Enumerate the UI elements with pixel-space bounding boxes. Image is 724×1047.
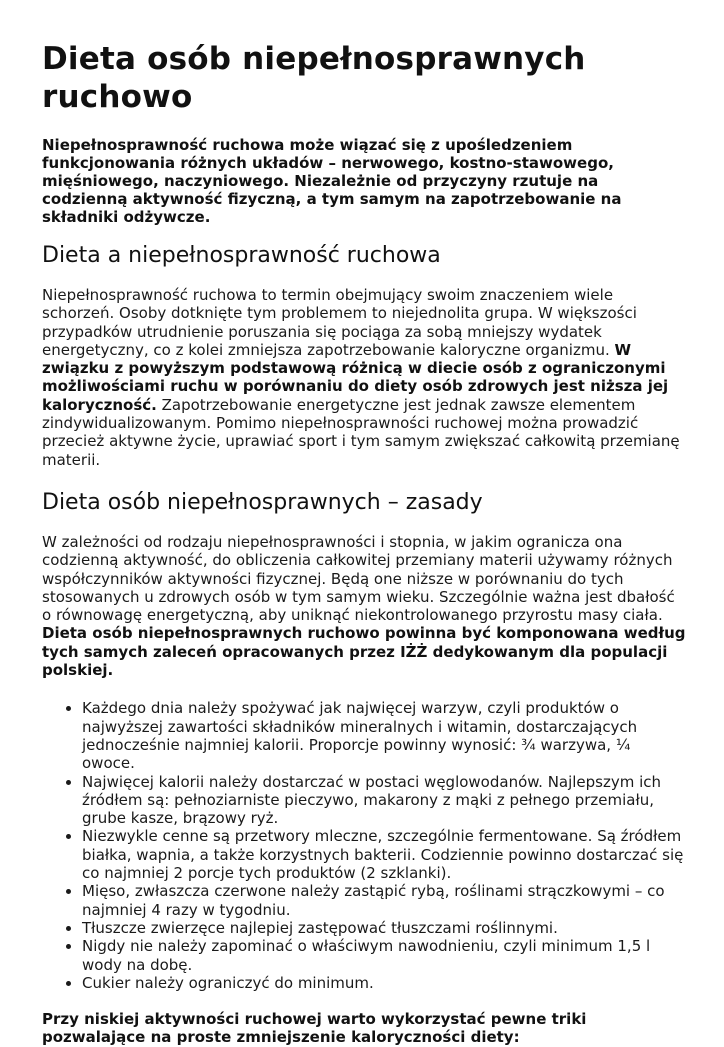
diet-rules-list bbox=[42, 699, 688, 992]
page-title: Dieta osób niepełnosprawnych ruchowo bbox=[42, 41, 586, 115]
closing-paragraph: Przy niskiej aktywności ruchowej warto wykorzystać pewne triki pozwalające na proste zmniejszenie kaloryczności diety: bbox=[42, 1010, 587, 1047]
section1-text-end: Zapotrzebowanie energetyczne jest jednak zawsze elementem zindywidualizowanym. Pomimo niepełnosprawności ruchowej można prowadzić przecież aktywne życie, uprawiać sport i tym samym zwiększać całkowitą przemianę materii. bbox=[42, 395, 680, 469]
section-diet-rules bbox=[42, 489, 688, 992]
list-item: • Każdego dnia należy spożywać jak najwięcej warzyw, czyli produktów o najwyższej zawartości składników mineralnych i witamin, dostarczających jednocześnie najmniej kalorii. Proporcje powinny wynosić: ¾ warzywa, ¼ owoce. bbox=[82, 699, 688, 772]
section-diet-and-disability bbox=[42, 242, 688, 469]
list-item: • Tłuszcze zwierzęce najlepiej zastępować tłuszczami roślinnymi. bbox=[82, 919, 688, 937]
section2-bold-text: Dieta osób niepełnosprawnych ruchowo powinna być komponowana według tych samych zaleceń opracowanych przez IŻŻ dedykowanym dla populacji polskiej. bbox=[42, 624, 686, 680]
section1-paragraph bbox=[42, 286, 688, 469]
list-item: • Nigdy nie należy zapominać o właściwym nawodnieniu, czyli minimum 1,5 l wody na dobę. bbox=[82, 937, 688, 974]
list-item: • Niezwykle cenne są przetwory mleczne, szczególnie fermentowane. Są źródłem białka, wapnia, a także korzystnych bakterii. Codziennie powinno dostarczać się co najmniej 2 porcje tych produktów (2 szklanki). bbox=[82, 827, 688, 882]
section2-text-start: W zależności od rodzaju niepełnosprawności i stopnia, w jakim ogranicza ona codzienną aktywność, do obliczenia całkowitej przemiany materii używamy różnych współczynników aktywności fizycznej. Będą one niższe w porównaniu do tych stosowanych u zdrowych osób w tym samym wieku. Szczególnie ważna jest dbałość o równowagę energetyczną, aby uniknąć niekontrolowanego przyrostu masy ciała. bbox=[42, 532, 675, 625]
section1-heading: Dieta a niepełnosprawność ruchowa bbox=[42, 243, 441, 268]
list-item: • Mięso, zwłaszcza czerwone należy zastąpić rybą, roślinami strączkowymi – co najmniej 4 razy w tygodniu. bbox=[82, 882, 688, 919]
list-item: • Najwięcej kalorii należy dostarczać w postaci węglowodanów. Najlepszym ich źródłem są: pełnoziarniste pieczywo, makarony z mąki z pełnego przemiału, grube kasze, brązowy ryż. bbox=[82, 773, 688, 828]
section2-paragraph bbox=[42, 533, 688, 679]
section1-bold-text: W związku z powyższym podstawową różnicą w diecie osób z ograniczonymi możliwościami ruchu w porównaniu do diety osób zdrowych jest niższa jej kaloryczność. bbox=[42, 340, 669, 414]
section2-heading: Dieta osób niepełnosprawnych – zasady bbox=[42, 489, 483, 515]
list-item: • Cukier należy ograniczyć do minimum. bbox=[82, 974, 688, 992]
document-page bbox=[42, 40, 688, 1047]
lead-paragraph: Niepełnosprawność ruchowa może wiązać się z upośledzeniem funkcjonowania różnych układów – nerwowego, kostno-stawowego, mięśniowego, naczyniowego. Niezależnie od przyczyny rzutuje na codzienną aktywność fizyczną, a tym samym na zapotrzebowanie na składniki odżywcze. bbox=[42, 136, 622, 226]
section1-text-start: Niepełnosprawność ruchowa to termin obejmujący swoim znaczeniem wiele schorzeń. Osoby dotknięte tym problemem to niejednolita grupa. W większości przypadków utrudnienie poruszania się pociąga za sobą mniejszy wydatek energetyczny, co z kolei zmniejsza zapotrzebowanie kaloryczne organizmu. bbox=[42, 286, 637, 359]
